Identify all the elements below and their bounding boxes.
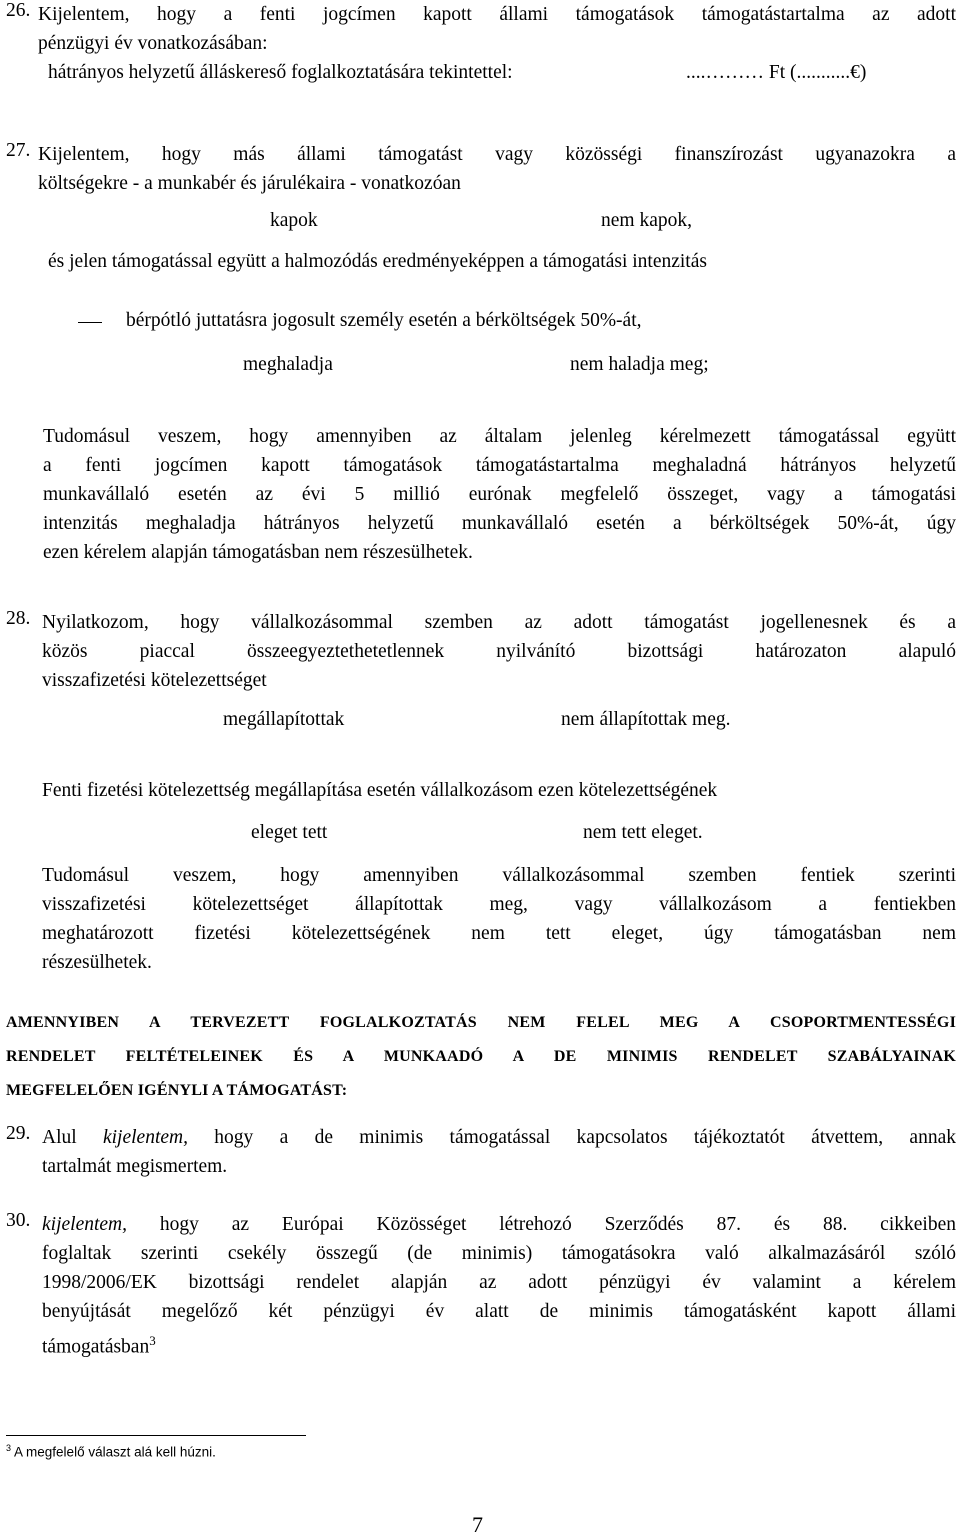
item-28: [6, 608, 956, 695]
item-27-acknowledgement: [43, 422, 956, 567]
ack-line: részesülhetek.: [42, 952, 152, 973]
item-28-line-3: visszafizetési kötelezettséget: [42, 670, 267, 691]
item-29-line-2: tartalmát megismertem.: [42, 1156, 228, 1177]
item-30-line-5: [42, 1326, 956, 1362]
item-30-line-3: 1998/2006/EK bizottsági rendelet alapján az adott pénzügyi év valamint a kérelem: [42, 1272, 956, 1293]
item-26-subject: hátrányos helyzetű álláskereső foglalkoztatására tekintettel:: [48, 62, 513, 83]
ack-line: meghatározott fizetési kötelezettségének nem tett eleget, úgy támogatásban nem: [42, 923, 956, 944]
footnote-separator: [6, 1435, 306, 1436]
item-30: [6, 1210, 956, 1362]
item-30-last: támogatásban: [42, 1336, 150, 1358]
item-27: [6, 140, 956, 198]
footnote-text: A megfelelő választ alá kell húzni.: [14, 1444, 216, 1460]
item-27-line-1: Kijelentem, hogy más állami támogatást vagy közösségi finanszírozást ugyanazokra a: [38, 144, 956, 165]
choice-nem-tett-eleget[interactable]: nem tett eleget.: [583, 822, 703, 843]
item-30-line-4: benyújtását megelőző két pénzügyi év alatt de minimis támogatásként kapott állami: [42, 1301, 956, 1322]
ack-line: munkavállaló esetén az évi 5 millió eurónak megfelelő összeget, vagy a támogatási: [43, 484, 956, 505]
item-29: [6, 1123, 956, 1181]
item-29-line-1: [42, 1123, 956, 1152]
item-26-amount-field: ....……… Ft (...........€): [686, 62, 867, 83]
item-26: [6, 0, 956, 87]
item-28-line-2: közös piaccal összeegyeztethetetlennek nyilvánító bizottsági határozaton alapuló: [42, 641, 956, 662]
choice-nem-allapitottak-meg[interactable]: nem állapítottak meg.: [561, 709, 731, 730]
item-27-continuation: és jelen támogatással együtt a halmozódás eredményeképpen a támogatási intenzitás: [48, 251, 707, 272]
item-26-line-1: Kijelentem, hogy a fenti jogcímen kapott állami támogatások támogatástartalma az adott: [38, 4, 956, 25]
choice-nem-haladja-meg[interactable]: nem haladja meg;: [570, 354, 709, 375]
item-30-line-1: [42, 1210, 956, 1239]
item-28-payment-line: Fenti fizetési kötelezettség megállapítása esetén vállalkozásom ezen kötelezettségének: [42, 780, 718, 801]
choice-kapok[interactable]: kapok: [270, 210, 318, 231]
heading-line: AMENNYIBEN A TERVEZETT FOGLALKOZTATÁS NEM FELEL MEG A CSOPORTMENTESSÉGI: [6, 1014, 956, 1031]
item-30-italic: kijelentem,: [42, 1214, 127, 1235]
ack-line: Tudomásul veszem, hogy amennyiben vállalkozásommal szemben fentiek szerinti: [42, 865, 956, 886]
item-number: 26.: [6, 0, 31, 21]
page-number: 7: [472, 1512, 483, 1537]
ack-line: Tudomásul veszem, hogy amennyiben az általam jelenleg kérelmezett támogatással együtt: [43, 426, 956, 447]
heading-line: MEGFELELŐEN IGÉNYLI A TÁMOGATÁST:: [6, 1082, 348, 1099]
choice-meghaladja[interactable]: meghaladja: [243, 354, 333, 375]
heading-line: RENDELET FELTÉTELEINEK ÉS A MUNKAADÓ A DE MINIMIS RENDELET SZABÁLYAINAK: [6, 1048, 956, 1065]
item-27-bullet-text: bérpótló juttatásra jogosult személy esetén a bérköltségek 50%-át,: [126, 310, 642, 331]
item-number: 27.: [6, 140, 31, 161]
section-heading: [6, 1006, 956, 1108]
footnote: [6, 1443, 216, 1460]
item-29-italic: kijelentem,: [102, 1127, 188, 1148]
ack-line: intenzitás meghaladja hátrányos helyzetű munkavállaló esetén a bérköltségek 50%-át, úgy: [43, 513, 956, 534]
ack-line: ezen kérelem alapján támogatásban nem részesülhetek.: [43, 542, 473, 563]
item-27-line-2: költségekre - a munkabér és járulékaira - vonatkozóan: [38, 173, 461, 194]
choice-eleget-tett[interactable]: eleget tett: [251, 822, 328, 843]
choice-nem-kapok[interactable]: nem kapok,: [601, 210, 692, 231]
footnote-reference[interactable]: 3: [149, 1333, 156, 1348]
ack-line: a fenti jogcímen kapott támogatások támogatástartalma meghaladná hátrányos helyzetű: [43, 455, 956, 476]
item-29-post: hogy a de minimis támogatással kapcsolatos tájékoztatót átvettem, annak: [187, 1127, 956, 1148]
item-30-line-1-rest: hogy az Európai Közösséget létrehozó Szerződés 87. és 88. cikkeiben: [127, 1214, 956, 1235]
item-26-line-2: pénzügyi év vonatkozásában:: [38, 33, 268, 54]
item-30-line-2: foglaltak szerinti csekély összegű (de minimis) támogatásokra való alkalmazásáról szóló: [42, 1243, 956, 1264]
choice-megallapitottak[interactable]: megállapítottak: [223, 709, 345, 730]
ack-line: visszafizetési kötelezettséget állapítottak meg, vagy vállalkozásom a fentiekben: [42, 894, 956, 915]
item-number: 30.: [6, 1210, 31, 1231]
item-28-line-1: Nyilatkozom, hogy vállalkozásommal szemben az adott támogatást jogellenesnek és a: [42, 612, 956, 633]
item-29-pre: Alul: [42, 1127, 103, 1148]
dash-bullet-icon: [78, 322, 102, 323]
item-28-acknowledgement: [42, 861, 956, 977]
item-number: 28.: [6, 608, 31, 629]
footnote-marker: 3: [6, 1443, 12, 1453]
item-number: 29.: [6, 1123, 31, 1144]
